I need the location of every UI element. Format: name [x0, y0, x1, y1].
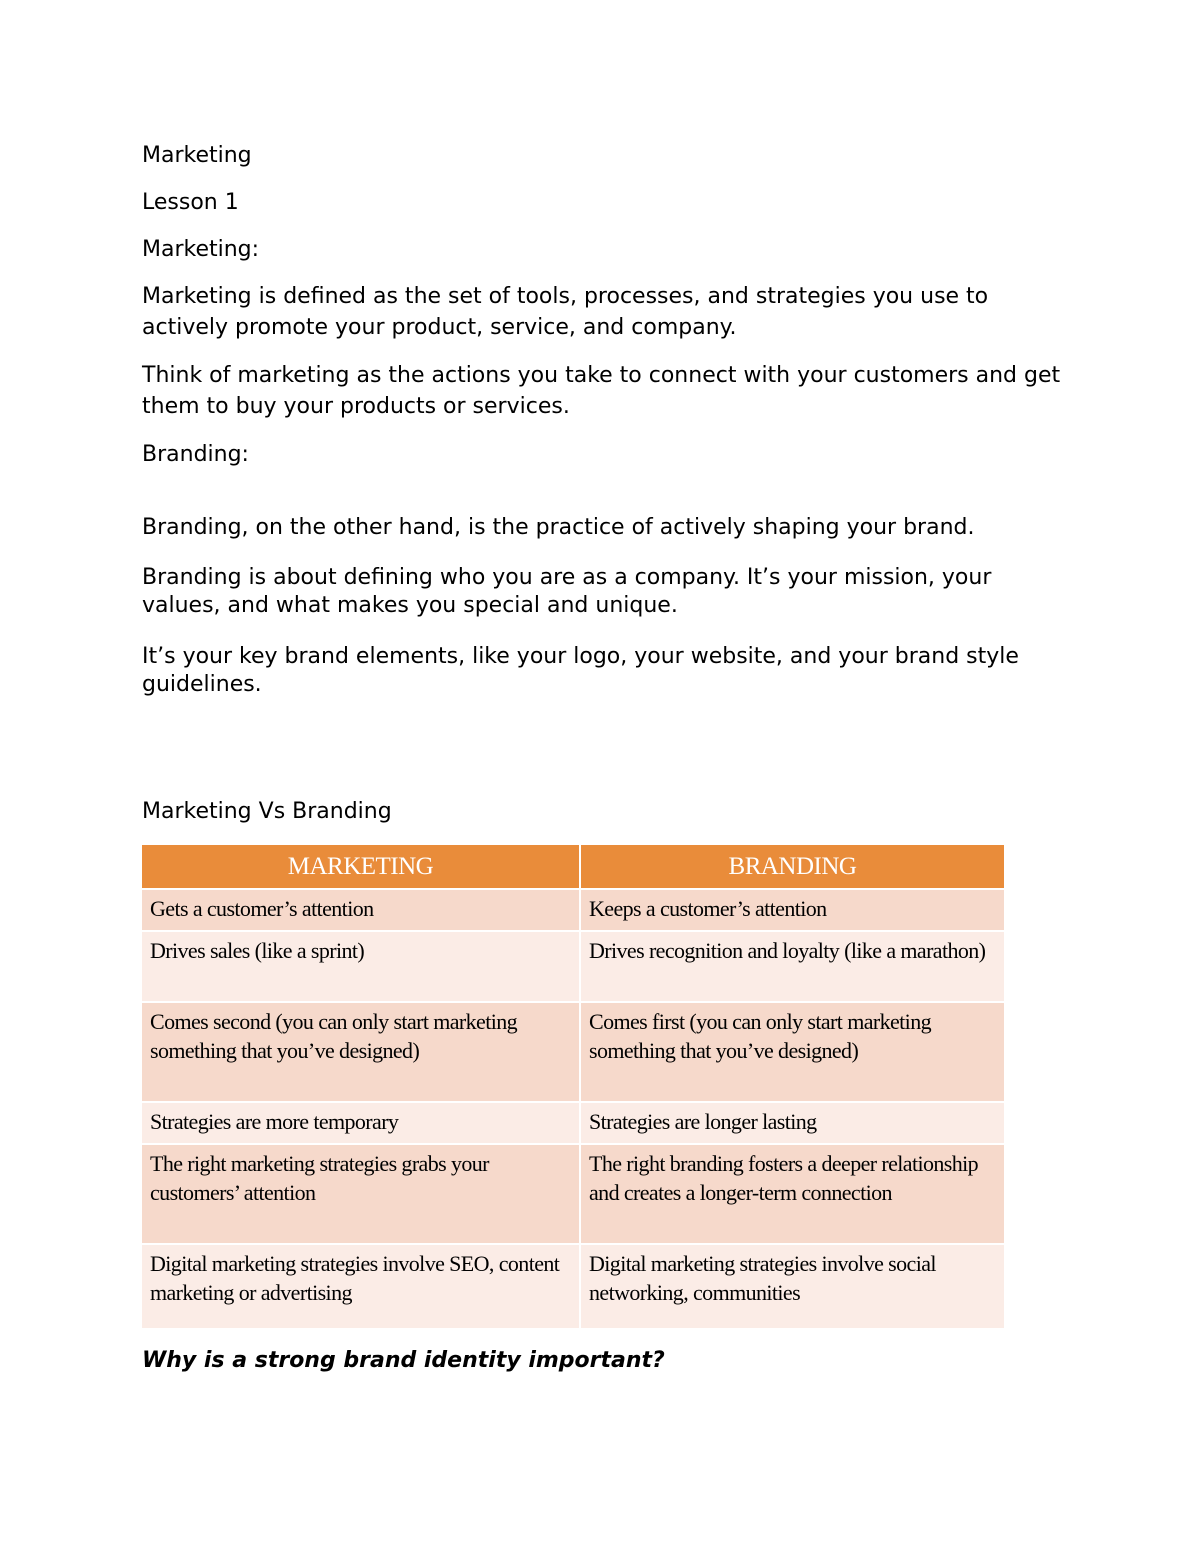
table-cell-marketing: Gets a customer’s attention — [142, 889, 580, 931]
table-cell-marketing: Drives sales (like a sprint) — [142, 931, 580, 1002]
table-cell-branding: Comes first (you can only start marketing something that you’ve designed) — [580, 1002, 1004, 1102]
lesson-label: Lesson 1 — [142, 190, 239, 215]
table-row — [142, 1244, 1004, 1328]
marketing-heading: Marketing: — [142, 237, 260, 262]
table-row — [142, 1144, 1004, 1244]
question-heading: Why is a strong brand identity important? — [142, 1348, 665, 1373]
marketing-explanation: Think of marketing as the actions you take to connect with your customers and get them to buy your products or services. — [142, 363, 1061, 419]
column-header-marketing: MARKETING — [142, 845, 580, 889]
branding-explanation: Branding is about defining who you are as a company. It’s your mission, your values, and what makes you special and unique. — [142, 565, 992, 618]
document-title: Marketing — [142, 143, 252, 168]
table-cell-branding: Strategies are longer lasting — [580, 1102, 1004, 1144]
branding-heading: Branding: — [142, 442, 249, 467]
table-row — [142, 931, 1004, 1002]
table-cell-marketing: The right marketing strategies grabs your customers’ attention — [142, 1144, 580, 1244]
comparison-table — [142, 845, 1004, 1328]
table-row — [142, 1002, 1004, 1102]
table-row — [142, 889, 1004, 931]
table-row — [142, 1102, 1004, 1144]
branding-definition: Branding, on the other hand, is the practice of actively shaping your brand. — [142, 515, 975, 540]
table-cell-branding: The right branding fosters a deeper relationship and creates a longer-term connection — [580, 1144, 1004, 1244]
marketing-definition: Marketing is defined as the set of tools, processes, and strategies you use to actively promote your product, service, and company. — [142, 284, 989, 340]
comparison-heading: Marketing Vs Branding — [142, 799, 392, 824]
table-header-row — [142, 845, 1004, 889]
table-cell-branding: Keeps a customer’s attention — [580, 889, 1004, 931]
table-cell-marketing: Comes second (you can only start marketing something that you’ve designed) — [142, 1002, 580, 1102]
table-cell-branding: Drives recognition and loyalty (like a marathon) — [580, 931, 1004, 1002]
branding-elements: It’s your key brand elements, like your logo, your website, and your brand style guidelines. — [142, 644, 1019, 697]
table-cell-marketing: Strategies are more temporary — [142, 1102, 580, 1144]
column-header-branding: BRANDING — [580, 845, 1004, 889]
table-cell-marketing: Digital marketing strategies involve SEO, content marketing or advertising — [142, 1244, 580, 1328]
table-cell-branding: Digital marketing strategies involve social networking, communities — [580, 1244, 1004, 1328]
